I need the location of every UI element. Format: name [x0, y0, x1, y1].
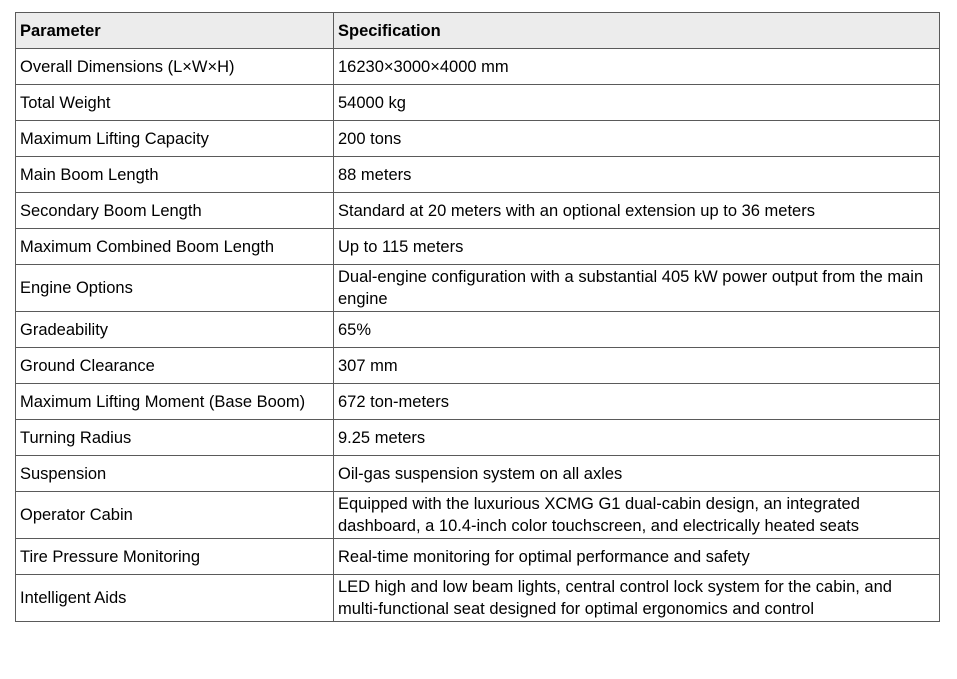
- table-row: [16, 456, 940, 492]
- parameter-cell: Main Boom Length: [16, 157, 334, 193]
- table-row: [16, 312, 940, 348]
- parameter-cell: Maximum Combined Boom Length: [16, 229, 334, 265]
- spec-table: [15, 12, 940, 622]
- specification-cell: 9.25 meters: [334, 420, 940, 456]
- specification-cell: Real-time monitoring for optimal performance and safety: [334, 539, 940, 575]
- specification-cell: Up to 115 meters: [334, 229, 940, 265]
- parameter-cell: Total Weight: [16, 85, 334, 121]
- header-parameter: Parameter: [16, 13, 334, 49]
- table-header: [16, 13, 940, 49]
- table-row: [16, 85, 940, 121]
- parameter-cell: Intelligent Aids: [16, 575, 334, 622]
- parameter-cell: Secondary Boom Length: [16, 193, 334, 229]
- specification-cell: 88 meters: [334, 157, 940, 193]
- specification-cell: Oil-gas suspension system on all axles: [334, 456, 940, 492]
- parameter-cell: Maximum Lifting Moment (Base Boom): [16, 384, 334, 420]
- table-row: [16, 121, 940, 157]
- table-row: [16, 420, 940, 456]
- specification-cell: 16230×3000×4000 mm: [334, 49, 940, 85]
- specification-cell: 200 tons: [334, 121, 940, 157]
- parameter-cell: Overall Dimensions (L×W×H): [16, 49, 334, 85]
- table-row: [16, 575, 940, 622]
- specification-cell: 307 mm: [334, 348, 940, 384]
- specification-cell: Dual-engine configuration with a substantial 405 kW power output from the main engine: [334, 265, 940, 312]
- parameter-cell: Tire Pressure Monitoring: [16, 539, 334, 575]
- specification-cell: Equipped with the luxurious XCMG G1 dual-cabin design, an integrated dashboard, a 10.4-inch color touchscreen, and electrically heated seats: [334, 492, 940, 539]
- table-row: [16, 49, 940, 85]
- parameter-cell: Suspension: [16, 456, 334, 492]
- parameter-cell: Turning Radius: [16, 420, 334, 456]
- specification-cell: Standard at 20 meters with an optional extension up to 36 meters: [334, 193, 940, 229]
- parameter-cell: Operator Cabin: [16, 492, 334, 539]
- specification-cell: 54000 kg: [334, 85, 940, 121]
- parameter-cell: Ground Clearance: [16, 348, 334, 384]
- specification-cell: LED high and low beam lights, central control lock system for the cabin, and multi-functional seat designed for optimal ergonomics and control: [334, 575, 940, 622]
- specification-cell: 672 ton-meters: [334, 384, 940, 420]
- table-row: [16, 492, 940, 539]
- table-row: [16, 539, 940, 575]
- parameter-cell: Gradeability: [16, 312, 334, 348]
- table-row: [16, 193, 940, 229]
- parameter-cell: Engine Options: [16, 265, 334, 312]
- table-row: [16, 157, 940, 193]
- parameter-cell: Maximum Lifting Capacity: [16, 121, 334, 157]
- table-row: [16, 265, 940, 312]
- header-specification: Specification: [334, 13, 940, 49]
- header-row: [16, 13, 940, 49]
- table-body: [16, 49, 940, 622]
- table-row: [16, 348, 940, 384]
- specification-cell: 65%: [334, 312, 940, 348]
- table-row: [16, 229, 940, 265]
- table-row: [16, 384, 940, 420]
